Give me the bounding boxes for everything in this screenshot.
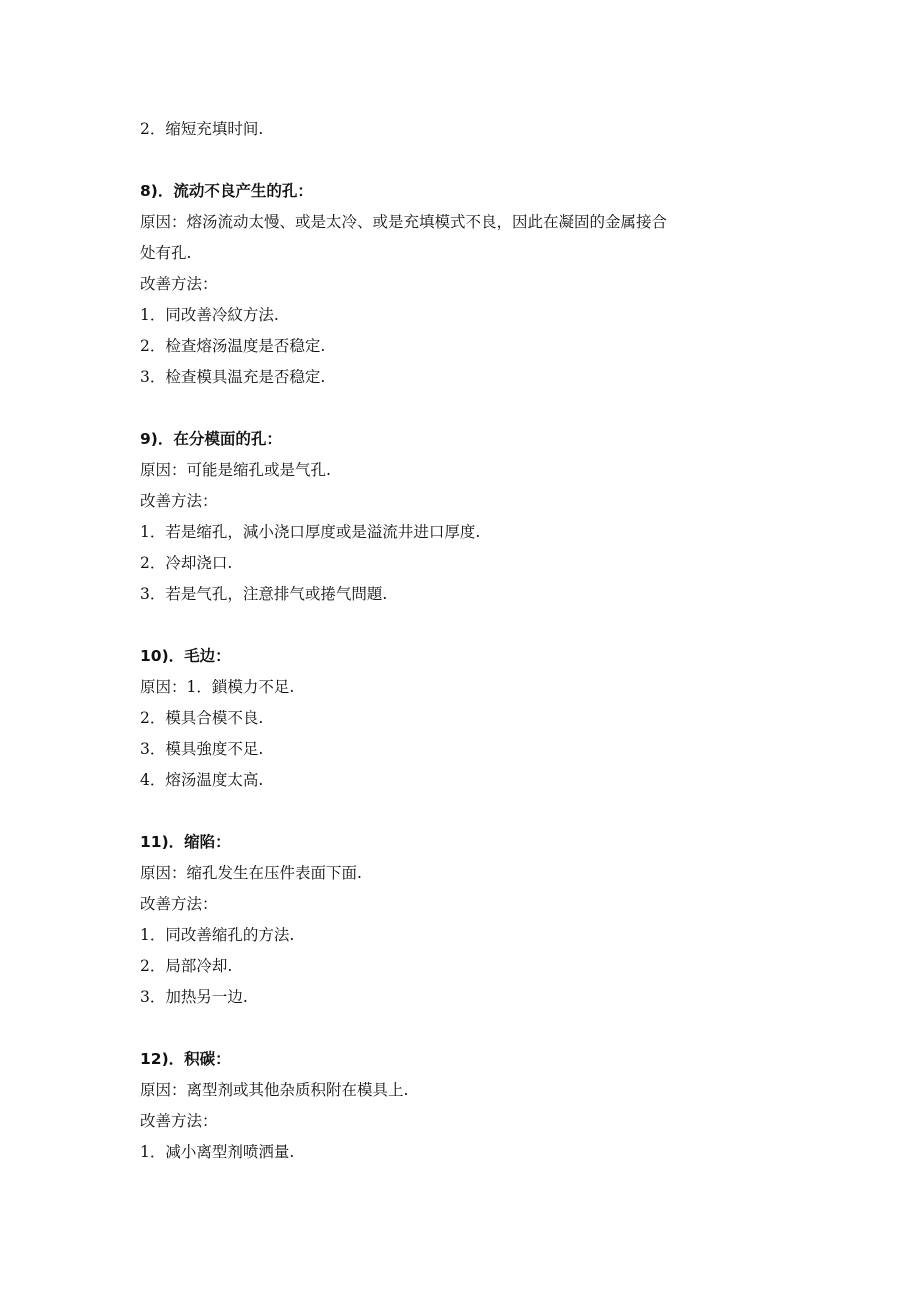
body-line: 改善方法： — [140, 895, 218, 913]
spacer — [140, 610, 800, 641]
spacer — [140, 796, 800, 827]
spacer — [140, 1013, 800, 1044]
body-line: 1．若是缩孔，減小浇口厚度或是溢流井进口厚度. — [140, 523, 481, 541]
body-line: 改善方法： — [140, 1112, 218, 1130]
section-9 — [140, 424, 800, 610]
section-10 — [140, 641, 800, 796]
section-12 — [140, 1044, 800, 1168]
document-page — [140, 114, 800, 1168]
body-line: 2．缩短充填时间. — [140, 120, 264, 138]
body-line: 3．检查模具温充是否稳定. — [140, 368, 326, 386]
body-line: 原因：缩孔发生在压件表面下面. — [140, 864, 362, 882]
body-line: 3．模具強度不足. — [140, 740, 264, 758]
body-line: 原因：1．鎖模力不足. — [140, 678, 295, 696]
section-heading: 9)．在分模面的孔： — [140, 430, 282, 448]
body-line: 2．模具合模不良. — [140, 709, 264, 727]
body-line: 2．局部冷却. — [140, 957, 233, 975]
section-heading: 11)．缩陷： — [140, 833, 231, 851]
body-line: 3．加热另一边. — [140, 988, 248, 1006]
body-line: 1．同改善冷紋方法. — [140, 306, 279, 324]
section-11 — [140, 827, 800, 1013]
spacer — [140, 393, 800, 424]
body-line: 原因：熔汤流动太慢、或是太冷、或是充填模式不良，因此在凝固的金属接合 — [140, 213, 668, 231]
body-line: 2．冷却浇口. — [140, 554, 233, 572]
body-line: 1．减小离型剂喷洒量. — [140, 1143, 295, 1161]
section-heading: 8)．流动不良产生的孔： — [140, 182, 313, 200]
spacer — [140, 145, 800, 176]
body-line: 原因：可能是缩孔或是气孔. — [140, 461, 331, 479]
body-line: 改善方法： — [140, 275, 218, 293]
body-line: 4．熔汤温度太高. — [140, 771, 264, 789]
body-line: 2．检查熔汤温度是否稳定. — [140, 337, 326, 355]
body-line: 1．同改善缩孔的方法. — [140, 926, 295, 944]
body-line: 改善方法： — [140, 492, 218, 510]
body-line: 3．若是气孔，注意排气或捲气問題. — [140, 585, 388, 603]
section-heading: 12)．积碳： — [140, 1050, 231, 1068]
section-8 — [140, 176, 800, 393]
body-line: 原因：离型剂或其他杂质积附在模具上. — [140, 1081, 409, 1099]
section-heading: 10)．毛边： — [140, 647, 231, 665]
body-line: 处有孔. — [140, 244, 192, 262]
